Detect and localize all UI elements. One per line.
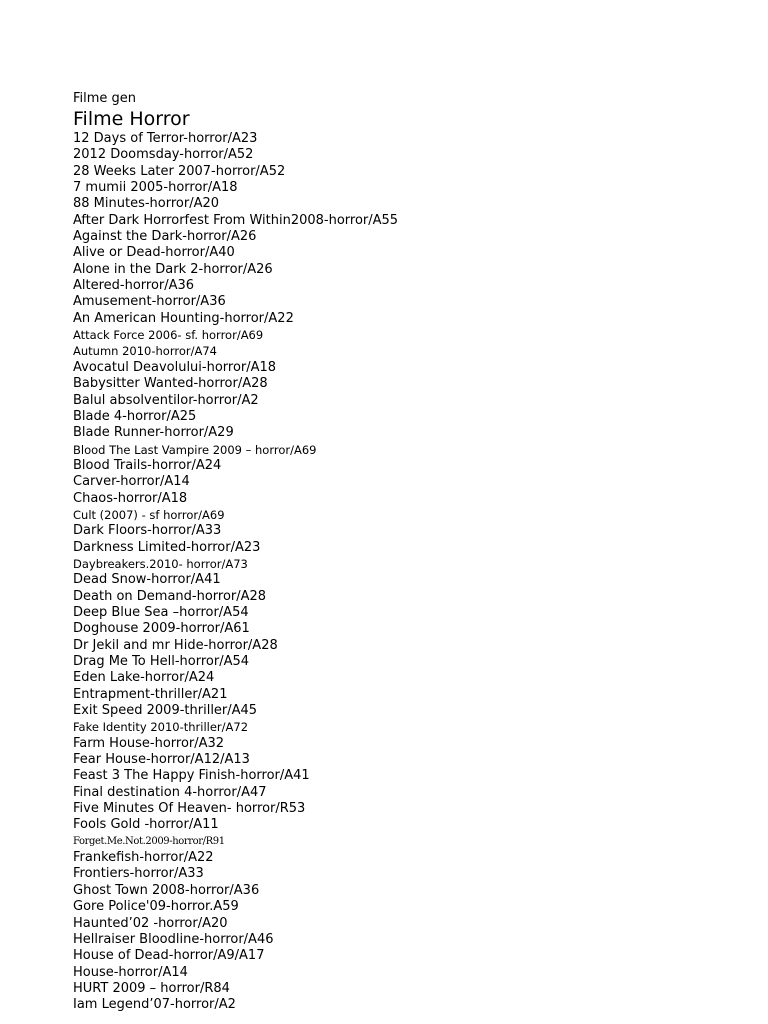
- list-item: Cult (2007) - sf horror/A69: [73, 507, 225, 522]
- list-item: Dead Snow-horror/A41: [73, 572, 221, 588]
- list-item: Eden Lake-horror/A24: [73, 670, 215, 686]
- list-item: Gore Police'09-horror.A59: [73, 899, 239, 915]
- list-item: Altered-horror/A36: [73, 278, 195, 294]
- list-item: Five Minutes Of Heaven- horror/R53: [73, 801, 306, 817]
- list-item: Dr Jekil and mr Hide-horror/A28: [73, 637, 278, 653]
- list-item: Doghouse 2009-horror/A61: [73, 621, 250, 637]
- list-item: Farm House-horror/A32: [73, 735, 225, 751]
- list-item: Blood The Last Vampire 2009 – horror/A69: [73, 442, 317, 457]
- list-item: Alive or Dead-horror/A40: [73, 245, 235, 261]
- list-item: Deep Blue Sea –horror/A54: [73, 604, 249, 620]
- list-item: 2012 Doomsday-horror/A52: [73, 147, 254, 163]
- list-item: Blood Trails-horror/A24: [73, 457, 222, 473]
- list-item: Darkness Limited-horror/A23: [73, 539, 261, 555]
- list-item: Babysitter Wanted-horror/A28: [73, 376, 268, 392]
- list-item: Alone in the Dark 2-horror/A26: [73, 261, 273, 277]
- list-item: Final destination 4-horror/A47: [73, 784, 267, 800]
- list-item: Fools Gold -horror/A11: [73, 817, 219, 833]
- list-item: An American Hounting-horror/A22: [73, 310, 294, 326]
- list-item: Frankefish-horror/A22: [73, 850, 214, 866]
- list-item: Balul absolventilor-horror/A2: [73, 392, 259, 408]
- list-item: Drag Me To Hell-horror/A54: [73, 654, 250, 669]
- list-item: Attack Force 2006- sf. horror/A69: [73, 328, 264, 343]
- list-item: Entrapment-thriller/A21: [73, 686, 228, 702]
- list-item: Feast 3 The Happy Finish-horror/A41: [73, 768, 310, 784]
- list-item: House of Dead-horror/A9/A17: [73, 948, 265, 964]
- list-item: Exit Speed 2009-thriller/A45: [73, 703, 258, 719]
- list-item: Autumn 2010-horror/A74: [73, 344, 217, 359]
- document-page: [73, 91, 753, 1014]
- list-item: 7 mumii 2005-horror/A18: [73, 180, 238, 196]
- list-item: 88 Minutes-horror/A20: [73, 196, 220, 212]
- list-item: 28 Weeks Later 2007-horror/A52: [73, 163, 286, 179]
- list-item: Death on Demand-horror/A28: [73, 588, 267, 604]
- list-item: Forget.Me.Not.2009-horror/R91: [73, 835, 225, 847]
- list-item: Fear House-horror/A12/A13: [73, 752, 250, 768]
- list-item: Frontiers-horror/A33: [73, 866, 204, 882]
- list-item: Ghost Town 2008-horror/A36: [73, 882, 260, 898]
- list-item: House-horror/A14: [73, 964, 188, 980]
- list-item: After Dark Horrorfest From Within2008-horror/A55: [73, 212, 399, 228]
- list-item: Avocatul Deavolului-horror/A18: [73, 359, 277, 375]
- list-item: Iam Legend’07-horror/A2: [73, 997, 236, 1013]
- document-subtitle: Filme gen: [73, 91, 137, 106]
- movie-list: [73, 131, 753, 1014]
- list-item: Fake Identity 2010-thriller/A72: [73, 720, 249, 735]
- list-item: HURT 2009 – horror/R84: [73, 980, 230, 996]
- list-item: Carver-horror/A14: [73, 474, 190, 490]
- list-item: Amusement-horror/A36: [73, 294, 226, 310]
- list-item: Blade Runner-horror/A29: [73, 425, 234, 441]
- list-item: Against the Dark-horror/A26: [73, 229, 257, 245]
- list-item: 12 Days of Terror-horror/A23: [73, 131, 258, 146]
- list-item: Dark Floors-horror/A33: [73, 523, 222, 539]
- list-item: Blade 4-horror/A25: [73, 408, 197, 424]
- list-item: Hellraiser Bloodline-horror/A46: [73, 931, 274, 947]
- list-item: Daybreakers.2010- horror/A73: [73, 556, 248, 571]
- document-title: Filme Horror: [73, 108, 190, 130]
- list-item: Haunted’02 -horror/A20: [73, 915, 228, 931]
- list-item: Chaos-horror/A18: [73, 490, 188, 506]
